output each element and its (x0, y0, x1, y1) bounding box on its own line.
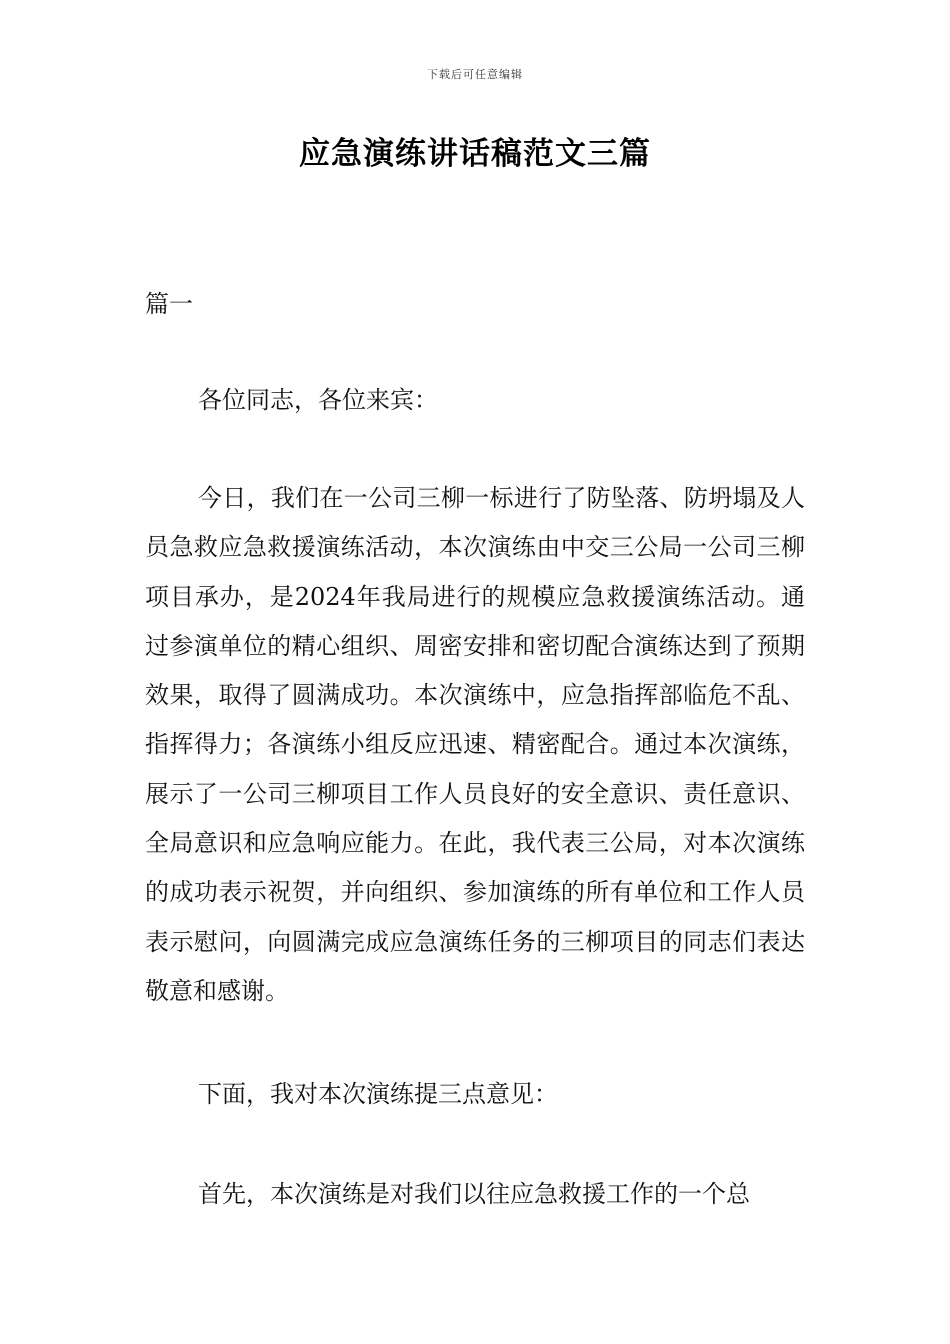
greeting-line: 各位同志，各位来宾： (198, 386, 438, 414)
paragraph-1: 今日，我们在一公司三柳一标进行了防坠落、防坍塌及人员急救应急救援演练活动，本次演练由中交三公局一公司三柳项目承办，是2024年我局进行的规模应急救援演练活动。通过参演单位的精心组织、周密安排和密切配合演练达到了预期效果，取得了圆满成功。本次演练中，应急指挥部临危不乱、指挥得力；各演练小组反应迅速、精密配合。通过本次演练，展示了一公司三柳项目工作人员良好的安全意识、责任意识、全局意识和应急响应能力。在此，我代表三公局，对本次演练的成功表示祝贺，并向组织、参加演练的所有单位和工作人员表示慰问，向圆满完成应急演练任务的三柳项目的同志们表达敬意和感谢。 (145, 484, 805, 1005)
document-title: 应急演练讲话稿范文三篇 (299, 136, 651, 172)
paragraph-3: 首先，本次演练是对我们以往应急救援工作的一个总 (198, 1180, 750, 1208)
header-note: 下载后可任意编辑 (427, 68, 523, 81)
section-label: 篇一 (145, 290, 193, 318)
paragraph-2: 下面，我对本次演练提三点意见： (198, 1080, 558, 1108)
